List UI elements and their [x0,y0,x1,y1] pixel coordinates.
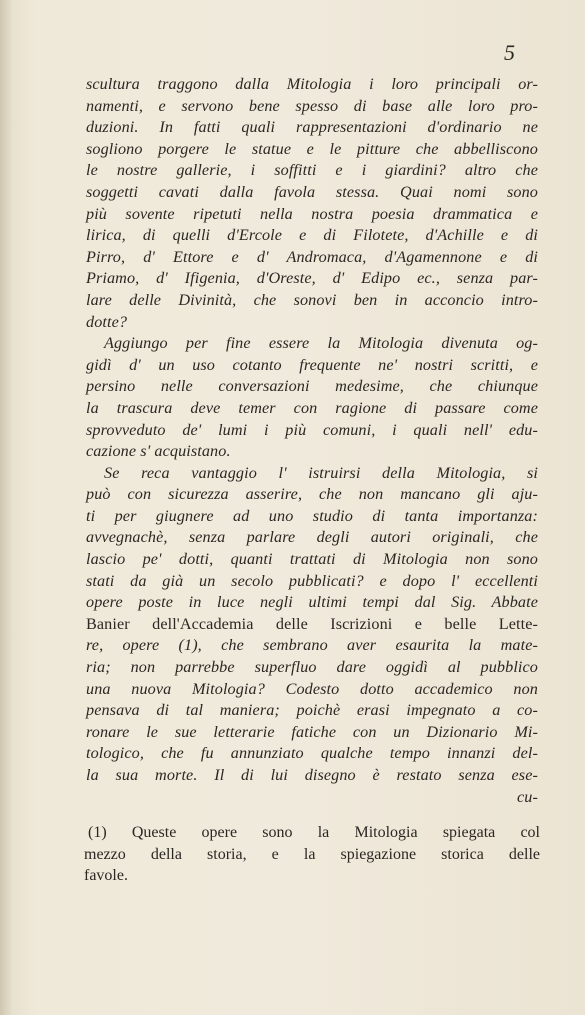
text-line: namenti, e servono bene spesso di base alle loro pro- [86,96,538,115]
paragraph-start-line: Aggiungo per fine essere la Mitologia divenuta og- [104,334,538,353]
text-line: lirica, di quelli d'Ercole e di Filotete, d'Achille e di [86,226,538,245]
text-line: sprovveduto de' lumi i più comuni, i quali nell' edu- [86,420,538,439]
text-line: le nostre gallerie, i soffitti e i giardini? altro che [86,161,538,180]
text-line: stati da già un secolo pubblicati? e dopo l' eccellenti [86,571,538,590]
text-line: pensava di tal maniera; poichè erasi impegnato a co- [86,701,538,720]
text-line: ronare le sue letterarie fatiche con un Dizionario Mi- [86,722,538,741]
text-line: sogliono porgere le statue e le pitture che abbelliscono [86,139,538,158]
text-line: una nuova Mitologia? Codesto dotto accademico non [86,679,538,698]
text-line: più sovente ripetuti nella nostra poesia drammatica e [86,204,538,223]
text-line: può con sicurezza asserire, che non mancano gli aju- [86,485,538,504]
text-line: Banier dell'Accademia delle Iscrizioni e belle Lette- [86,614,538,633]
page-spine-shadow [0,0,12,1015]
footnote-line: mezzo della storia, e la spiegazione storica delle [84,845,540,863]
text-line: opere poste in luce negli ultimi tempi dal Sig. Abbate [86,593,538,612]
text-line: la trascura deve temer con ragione di passare come [86,398,538,417]
text-line: re, opere (1), che sembrano aver esaurita la mate- [86,636,538,655]
text-line: duzioni. In fatti quali rappresentazioni d'ordinario ne [86,118,538,137]
paragraph-start-line: Se reca vantaggio l' istruirsi della Mitologia, si [104,463,538,482]
text-line: avvegnachè, senza parlare degli autori originali, che [86,528,538,547]
text-line: soggetti cavati dalla favola stessa. Quai nomi sono [86,182,538,201]
text-line: ti per giugnere ad uno studio di tanta importanza: [86,506,538,525]
catchword: cu- [517,787,538,806]
text-line: lare delle Divinità, che sonovi ben in acconcio intro- [86,290,538,309]
text-line: ria; non parrebbe superfluo dare oggidì al pubblico [86,658,538,677]
text-line: lascio pe' dotti, quanti trattati di Mitologia non sono [86,550,538,569]
text-line: dotte? [86,312,128,331]
text-line: Pirro, d' Ettore e d' Andromaca, d'Agamennone e di [86,247,538,266]
text-line: la sua morte. Il di lui disegno è restato senza ese- [86,766,538,784]
text-line: scultura traggono dalla Mitologia i loro principali or- [86,75,538,93]
text-line: tologico, che fu annunziato qualche tempo innanzi del- [86,744,538,763]
footnote-line: favole. [84,867,128,885]
footnote-line: (1) Queste opere sono la Mitologia spiegata col [88,824,540,841]
text-line: gidì d' un uso cotanto frequente ne' nostri scritti, e [86,355,538,374]
text-line: Priamo, d' Ifigenia, d'Oreste, d' Edipo ec., senza par- [86,269,538,288]
text-line: cazione s' acquistano. [86,442,231,461]
page-number: 5 [504,40,515,65]
footnote [84,822,540,887]
text-line: persino nelle conversazioni medesime, che chiunque [86,377,538,396]
main-text [86,74,538,808]
